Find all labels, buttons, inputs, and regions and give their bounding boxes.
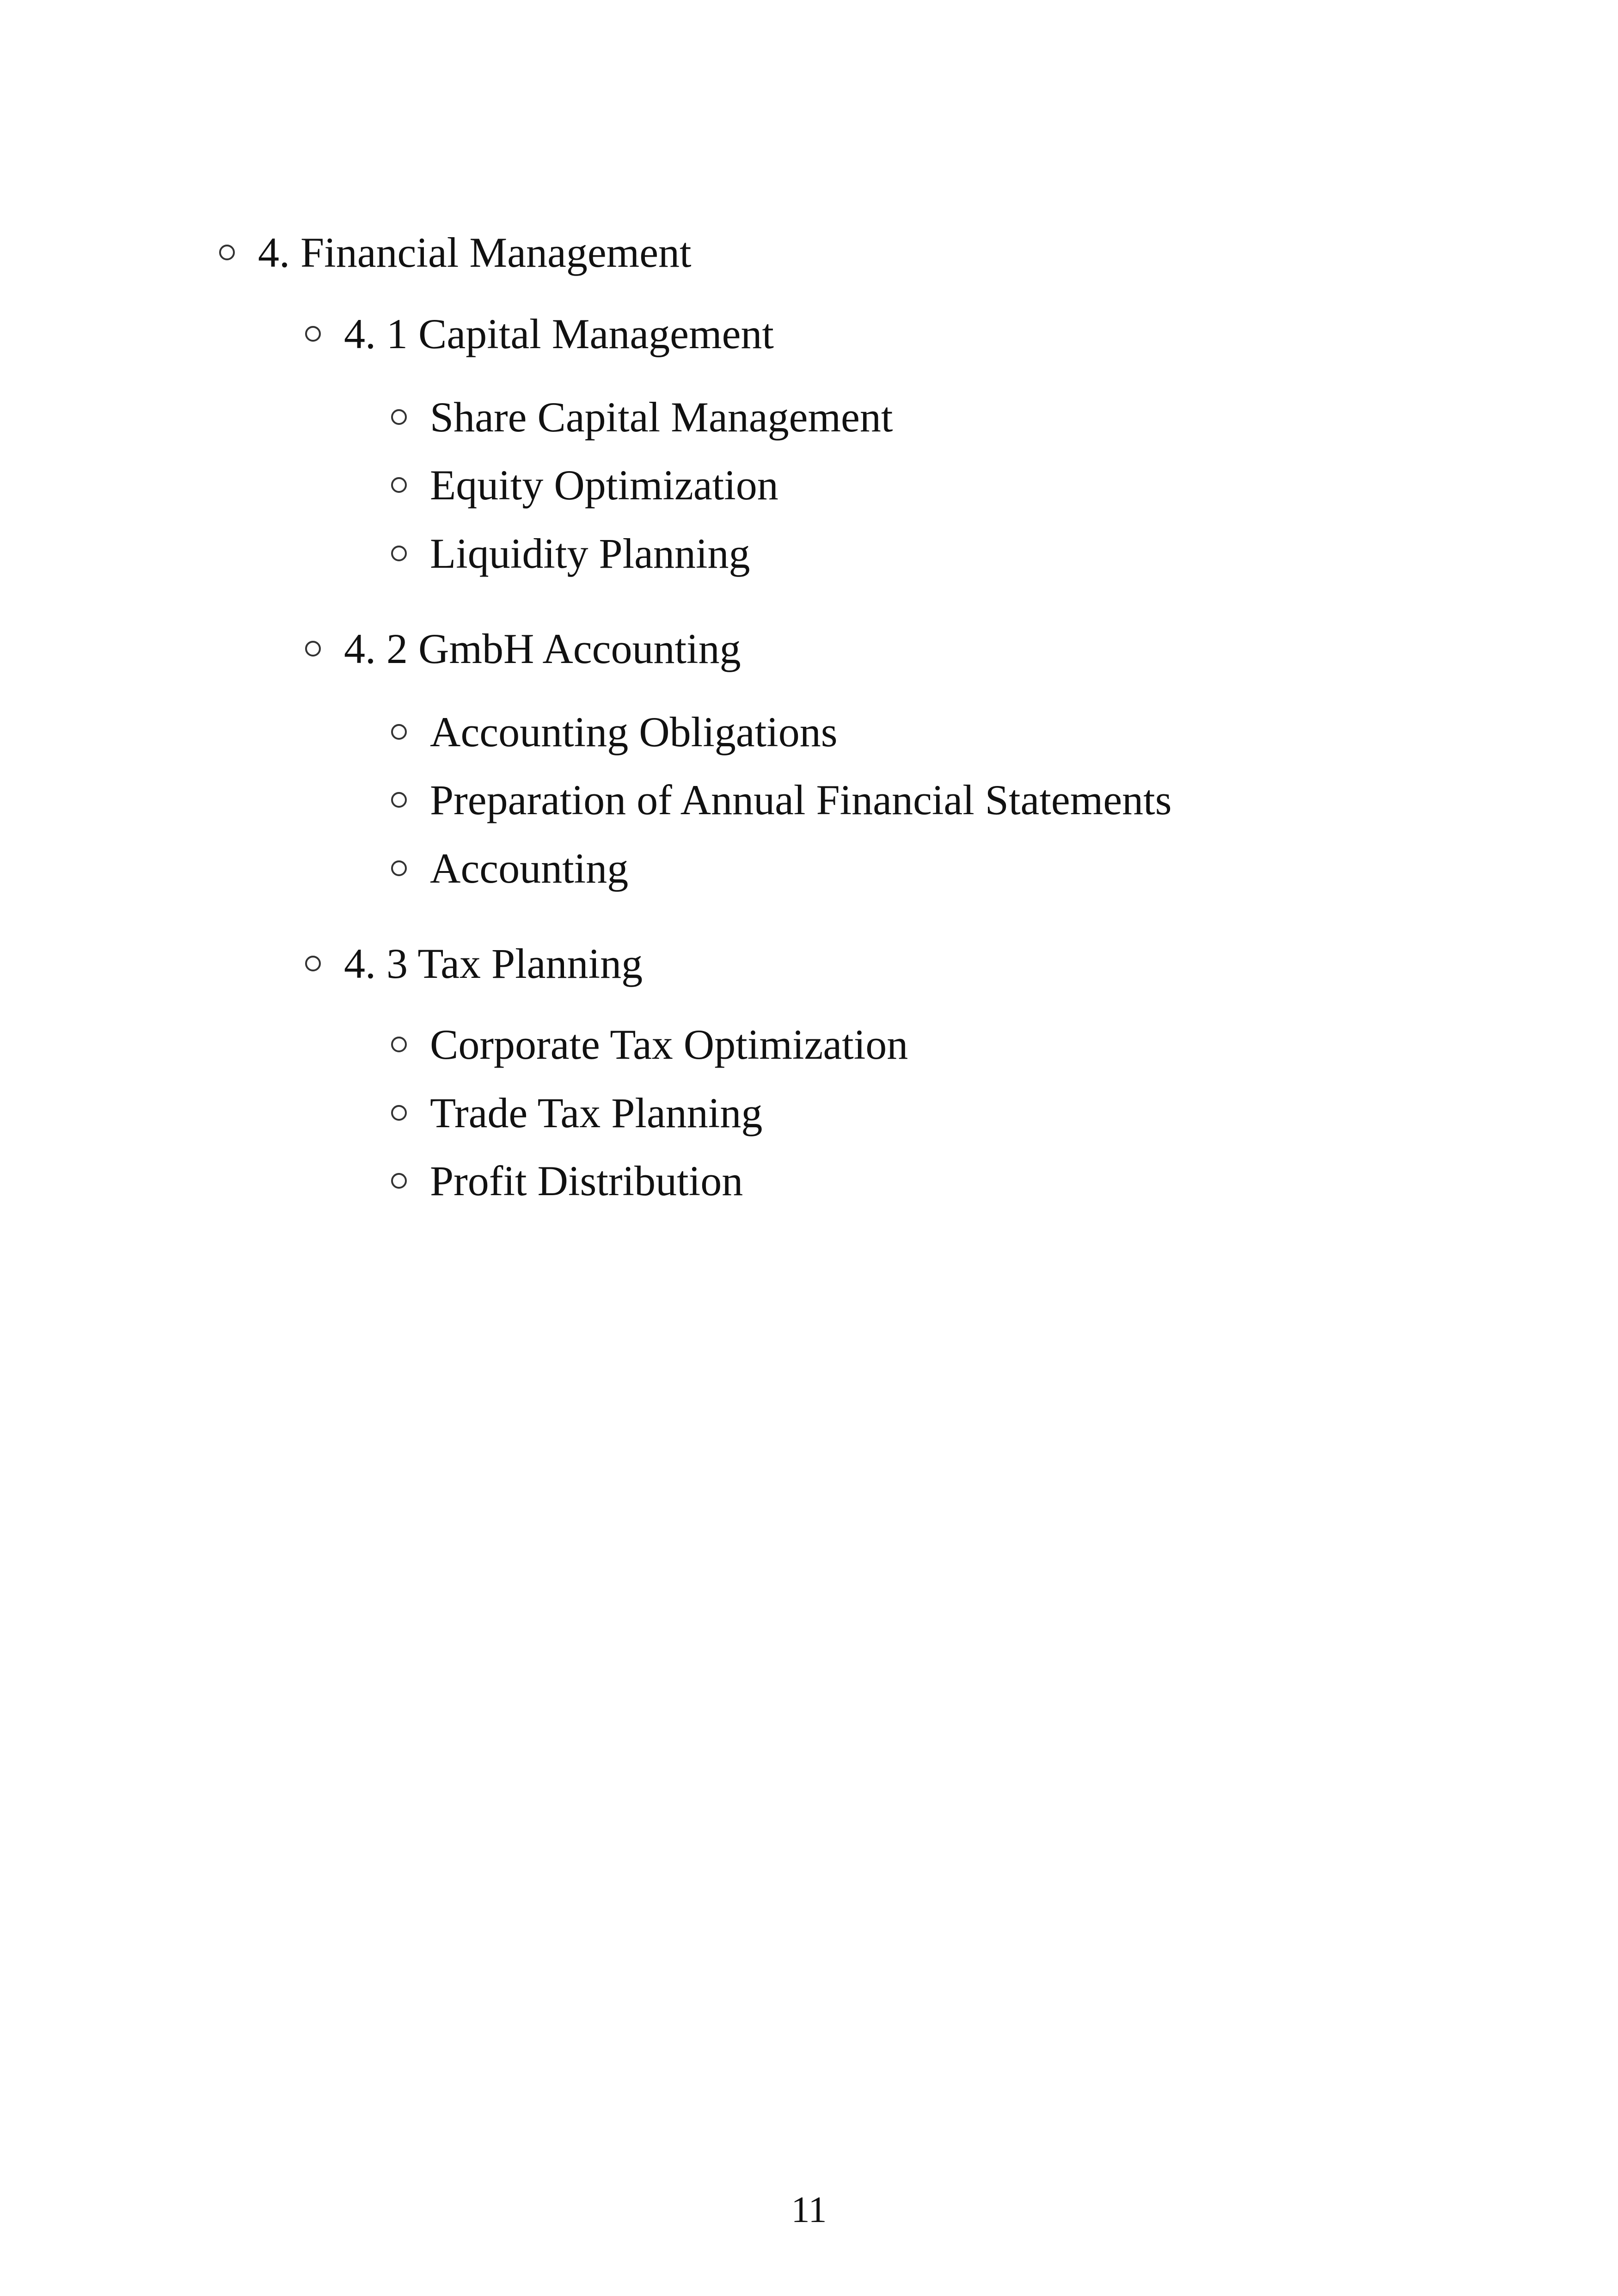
outline-item-label: Liquidity Planning (430, 530, 750, 577)
outline-item-label: Preparation of Annual Financial Statements (430, 776, 1172, 823)
page-number: 11 (791, 2190, 827, 2230)
circle-bullet-icon (391, 860, 407, 876)
circle-bullet-icon (305, 641, 321, 657)
outline-item-label: Equity Optimization (430, 461, 778, 509)
outline-item (391, 532, 750, 575)
outline-item-label: Share Capital Management (430, 393, 893, 441)
outline-subsection-4-1 (305, 310, 774, 357)
outline-item (391, 1023, 908, 1066)
circle-bullet-icon (391, 477, 407, 493)
outline-item (391, 461, 778, 509)
outline-subsection-4-3 (305, 942, 643, 985)
outline-item (391, 776, 1172, 823)
circle-bullet-icon (391, 724, 407, 740)
section-title: 4. Financial Management (258, 229, 692, 276)
circle-bullet-icon (391, 409, 407, 425)
circle-bullet-icon (391, 792, 407, 808)
circle-bullet-icon (391, 1173, 407, 1189)
outline-item-label: Accounting (430, 845, 629, 892)
outline-item (391, 1089, 763, 1136)
subsection-title: 4. 2 GmbH Accounting (344, 625, 741, 672)
circle-bullet-icon (391, 546, 407, 561)
subsection-title: 4. 1 Capital Management (344, 310, 774, 357)
outline-item-label: Trade Tax Planning (430, 1089, 763, 1136)
outline-item-label: Accounting Obligations (430, 708, 838, 755)
outline-item (391, 847, 628, 890)
circle-bullet-icon (305, 326, 321, 342)
circle-bullet-icon (391, 1105, 407, 1121)
outline-item-label: Corporate Tax Optimization (430, 1021, 908, 1068)
outline-subsection-4-2 (305, 627, 741, 670)
circle-bullet-icon (391, 1037, 407, 1052)
outline-item-label: Profit Distribution (430, 1157, 743, 1204)
outline-section-4 (219, 231, 692, 274)
circle-bullet-icon (305, 956, 321, 971)
outline-item (391, 1157, 743, 1204)
outline-item (391, 708, 838, 755)
subsection-title: 4. 3 Tax Planning (344, 940, 643, 987)
outline-item (391, 393, 893, 441)
circle-bullet-icon (219, 245, 235, 260)
